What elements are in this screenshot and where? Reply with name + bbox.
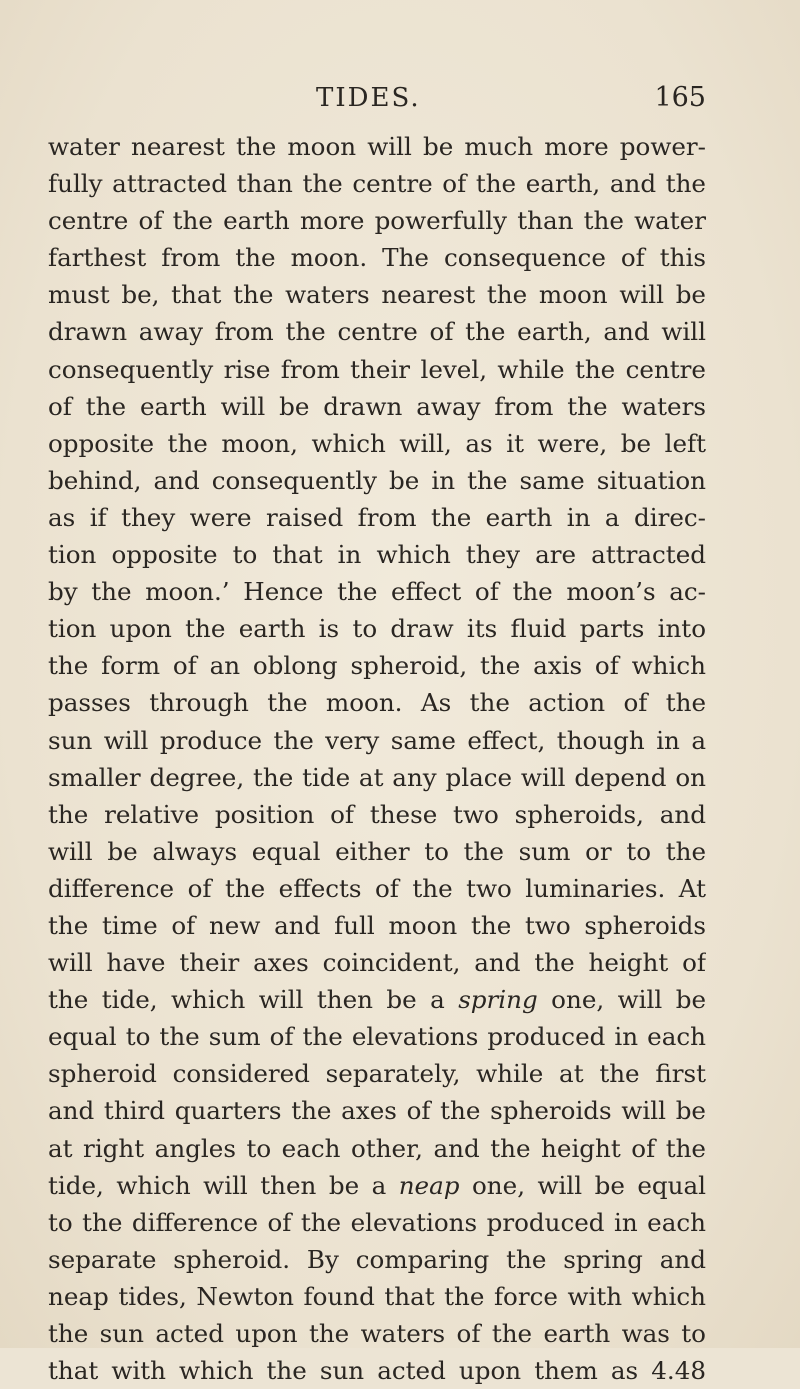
text-segment: will have their axes coincident, and the height of: [48, 948, 706, 978]
text-line: [48, 759, 706, 796]
text-line: [48, 684, 706, 721]
italic-term: spring: [458, 985, 538, 1015]
text-segment: neap tides, Newton found that the force with which: [48, 1281, 706, 1311]
body-paragraph: [48, 128, 706, 1389]
text-line: [48, 276, 706, 313]
text-line: [48, 388, 706, 425]
text-line: [48, 425, 706, 462]
text-segment: the sun acted upon the waters of the earth was to: [48, 1319, 706, 1348]
text-segment: the time of new and full moon the two spheroids: [48, 910, 706, 940]
text-segment: drawn away from the centre of the earth, and will: [48, 317, 706, 347]
text-segment: as if they were raised from the earth in a direc-: [48, 502, 706, 532]
text-segment: the form of an oblong spheroid, the axis of which: [48, 651, 706, 681]
text-line: [48, 1092, 706, 1129]
text-line: [48, 165, 706, 202]
page-number: 165: [654, 82, 706, 113]
text-line: [48, 981, 706, 1018]
text-line: [48, 610, 706, 647]
chapter-title: TIDES.: [316, 83, 421, 113]
text-segment: equal to the sum of the elevations produced in each: [48, 1022, 706, 1052]
text-segment: one, will be equal: [459, 1170, 706, 1200]
text-line: [48, 944, 706, 981]
text-segment: of the earth will be drawn away from the waters: [48, 391, 706, 421]
text-line: [48, 313, 706, 350]
text-line: [48, 1241, 706, 1278]
text-segment: separate spheroid. By comparing the spring and: [48, 1244, 706, 1274]
text-segment: tion upon the earth is to draw its fluid parts into: [48, 614, 706, 644]
text-segment: to the difference of the elevations produced in each: [48, 1207, 706, 1237]
text-segment: sun will produce the very same effect, though in a: [48, 725, 706, 755]
text-line: [48, 239, 706, 276]
text-line: [48, 722, 706, 759]
text-line: [48, 1167, 706, 1204]
text-line: [48, 833, 706, 870]
text-segment: behind, and consequently be in the same situation: [48, 465, 706, 495]
text-segment: spheroid considered separately, while at the first: [48, 1059, 706, 1089]
text-segment: fully attracted than the centre of the earth, and the: [48, 169, 706, 199]
text-line: [48, 1315, 706, 1352]
text-segment: smaller degree, the tide at any place will depend on: [48, 762, 706, 792]
text-line: [48, 499, 706, 536]
text-segment: by the moon.’ Hence the effect of the moon’s ac-: [48, 577, 706, 607]
text-line: [48, 573, 706, 610]
text-segment: consequently rise from their level, while the centre: [48, 354, 706, 384]
text-segment: farthest from the moon. The consequence of this: [48, 243, 706, 273]
text-line: [48, 1018, 706, 1055]
text-segment: and third quarters the axes of the spheroids will be: [48, 1096, 706, 1126]
text-segment: tion opposite to that in which they are attracted: [48, 540, 706, 570]
text-segment: must be, that the waters nearest the moon will be: [48, 280, 706, 310]
text-segment: the relative position of these two spheroids, and: [48, 799, 706, 829]
italic-term: neap: [398, 1170, 460, 1200]
text-segment: opposite the moon, which will, as it were, be left: [48, 428, 706, 458]
text-segment: one, will be: [537, 985, 706, 1015]
text-segment: centre of the earth more powerfully than the water: [48, 206, 706, 236]
text-line: [48, 870, 706, 907]
text-segment: difference of the effects of the two luminaries. At: [48, 873, 706, 903]
text-line: [48, 647, 706, 684]
text-line: [48, 1352, 706, 1389]
text-segment: at right angles to each other, and the height of the: [48, 1133, 706, 1163]
text-line: [48, 796, 706, 833]
text-line: [48, 1278, 706, 1315]
text-line: [48, 462, 706, 499]
text-segment: the tide, which will then be a: [48, 985, 459, 1015]
text-line: [48, 1055, 706, 1092]
text-segment: passes through the moon. As the action of the: [48, 688, 706, 718]
text-line: [48, 202, 706, 239]
text-line: [48, 1130, 706, 1167]
text-line: [48, 351, 706, 388]
text-line: [48, 128, 706, 165]
text-segment: tide, which will then be a: [48, 1170, 399, 1200]
text-line: [48, 907, 706, 944]
text-segment: that with which the sun acted upon them as 4.48: [48, 1356, 706, 1386]
text-line: [48, 536, 706, 573]
running-head: [48, 78, 706, 118]
text-segment: will be always equal either to the sum or to the: [48, 836, 706, 866]
text-segment: water nearest the moon will be much more power-: [48, 132, 706, 161]
text-line: [48, 1204, 706, 1241]
